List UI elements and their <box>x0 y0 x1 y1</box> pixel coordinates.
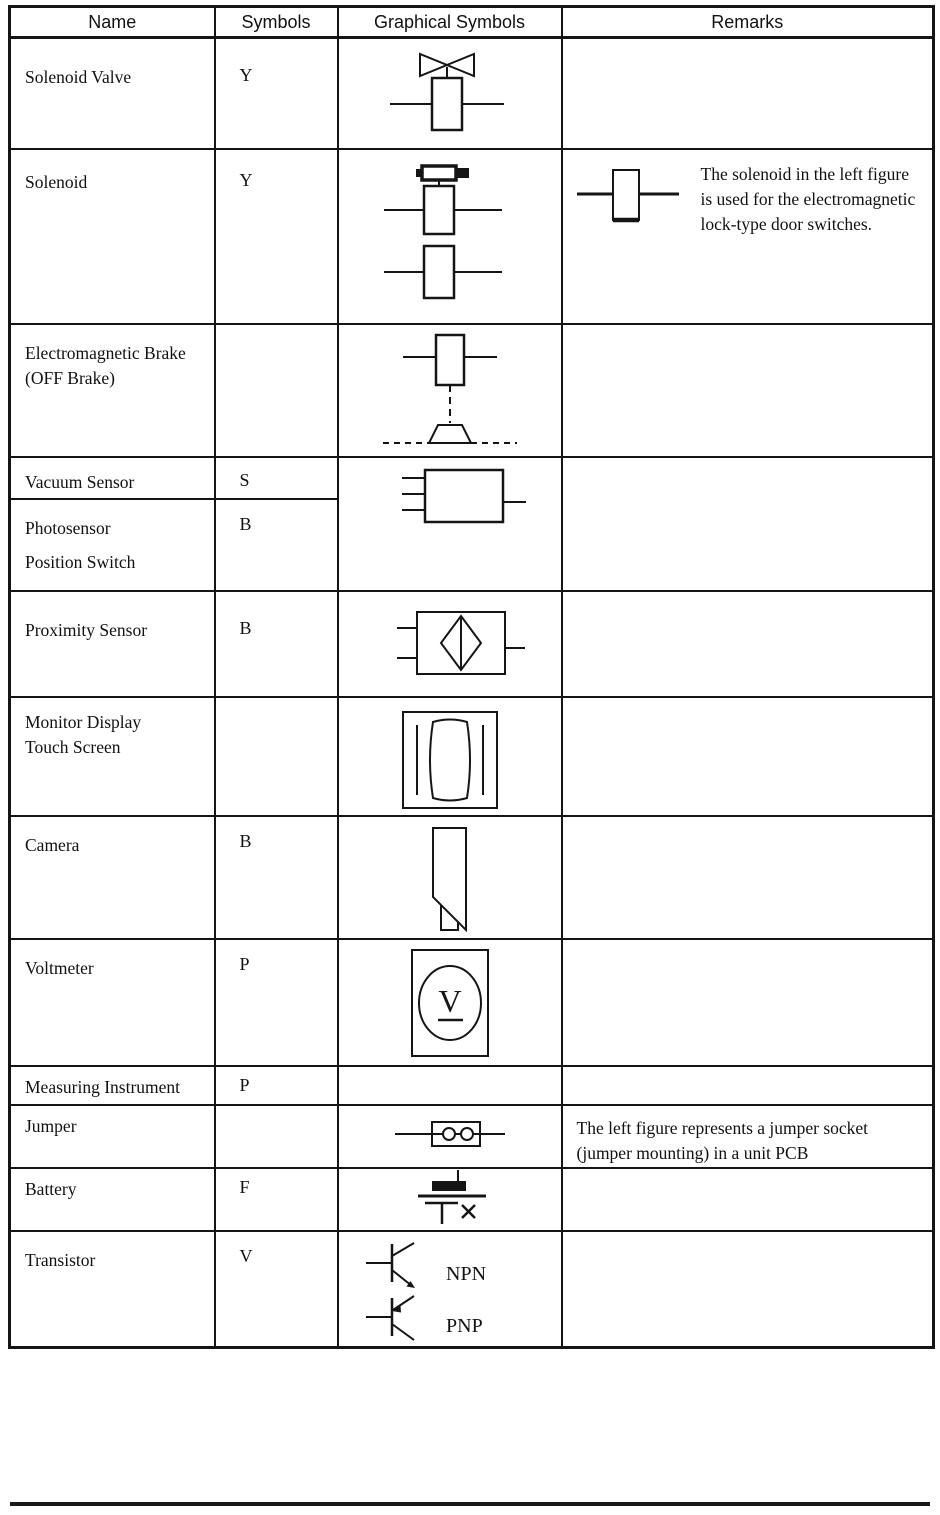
name-battery: Battery <box>10 1168 215 1231</box>
name-photosensor <box>10 499 215 591</box>
remarks-jumper <box>562 1105 934 1168</box>
symbol-letter-em-brake <box>215 324 338 457</box>
symbol-letter-photosensor: B <box>215 499 338 591</box>
graphic-cell-sensor-box <box>338 457 562 591</box>
pnp-transistor-symbol <box>362 1294 432 1346</box>
remarks-solenoid-valve <box>562 38 934 150</box>
name-voltmeter: Voltmeter <box>10 939 215 1066</box>
graphic-cell-solenoid <box>338 149 562 324</box>
name-transistor: Transistor <box>10 1231 215 1348</box>
name-em-brake: Electromagnetic Brake (OFF Brake) <box>10 324 215 457</box>
row-proximity-sensor <box>10 591 934 697</box>
graphic-cell-em-brake <box>338 324 562 457</box>
graphic-cell-voltmeter <box>338 939 562 1066</box>
name-solenoid: Solenoid <box>10 149 215 324</box>
name-vacuum-sensor: Vacuum Sensor <box>10 457 215 499</box>
header-row <box>10 7 934 38</box>
row-solenoid <box>10 149 934 324</box>
symbol-letter-solenoid-valve: Y <box>215 38 338 150</box>
name-measuring-instrument: Measuring Instrument <box>10 1066 215 1105</box>
row-measuring-instrument <box>10 1066 934 1105</box>
row-transistor <box>10 1231 934 1348</box>
remarks-em-brake <box>562 324 934 457</box>
graphic-cell-solenoid-valve <box>338 38 562 150</box>
name-camera: Camera <box>10 816 215 939</box>
sensor-box-symbol <box>370 464 530 536</box>
graphic-cell-transistor <box>338 1231 562 1348</box>
electromagnetic-brake-symbol <box>365 331 535 451</box>
solenoid-lock-symbol <box>573 166 683 228</box>
header-remarks: Remarks <box>562 7 934 38</box>
remark-text-jumper: The left figure represents a jumper socket (jumper mounting) in a unit PCB <box>576 1118 869 1163</box>
remarks-transistor <box>562 1231 934 1348</box>
name-monitor-line1: Monitor Display <box>25 712 142 732</box>
remarks-measuring-instrument <box>562 1066 934 1105</box>
solenoid-valve-symbol <box>375 51 525 143</box>
remarks-solenoid <box>562 149 934 324</box>
graphic-cell-monitor <box>338 697 562 816</box>
graphic-cell-measuring-instrument <box>338 1066 562 1105</box>
jumper-symbol <box>370 1112 530 1156</box>
graphic-cell-proximity <box>338 591 562 697</box>
monitor-touch-screen-symbol <box>385 710 515 810</box>
symbol-letter-voltmeter: P <box>215 939 338 1066</box>
header-name: Name <box>10 7 215 38</box>
symbol-letter-measuring-instrument: P <box>215 1066 338 1105</box>
voltmeter-symbol <box>390 948 510 1060</box>
symbol-letter-solenoid: Y <box>215 149 338 324</box>
name-jumper: Jumper <box>10 1105 215 1168</box>
proximity-sensor-symbol <box>365 604 535 688</box>
graphic-cell-battery <box>338 1168 562 1231</box>
remarks-monitor <box>562 697 934 816</box>
npn-transistor-symbol <box>362 1242 432 1294</box>
solenoid-symbol <box>370 162 530 312</box>
voltmeter-letter: V <box>437 983 462 1019</box>
header-graphical-symbols: Graphical Symbols <box>338 7 562 38</box>
row-jumper <box>10 1105 934 1168</box>
remarks-voltmeter <box>562 939 934 1066</box>
camera-symbol <box>405 825 495 933</box>
remarks-sensors <box>562 457 934 591</box>
battery-symbol <box>370 1169 530 1225</box>
graphic-cell-camera <box>338 816 562 939</box>
row-voltmeter <box>10 939 934 1066</box>
symbol-letter-jumper <box>215 1105 338 1168</box>
row-battery <box>10 1168 934 1231</box>
name-proximity-sensor: Proximity Sensor <box>10 591 215 697</box>
remarks-proximity <box>562 591 934 697</box>
symbol-letter-monitor <box>215 697 338 816</box>
symbol-table <box>8 5 935 1349</box>
symbol-letter-transistor: V <box>215 1231 338 1348</box>
npn-label: NPN <box>446 1263 487 1285</box>
name-solenoid-valve: Solenoid Valve <box>10 38 215 150</box>
name-photosensor-line2: Position Switch <box>25 551 136 572</box>
row-solenoid-valve <box>10 38 934 150</box>
name-monitor <box>10 697 215 816</box>
remarks-battery <box>562 1168 934 1231</box>
pnp-label: PNP <box>446 1315 483 1337</box>
symbol-letter-proximity-sensor: B <box>215 591 338 697</box>
page-bottom-rule <box>10 1502 930 1506</box>
row-em-brake <box>10 324 934 457</box>
symbol-letter-battery: F <box>215 1168 338 1231</box>
remarks-camera <box>562 816 934 939</box>
header-symbols: Symbols <box>215 7 338 38</box>
row-camera <box>10 816 934 939</box>
remark-text-solenoid: The solenoid in the left figure is used for the electromagnetic lock-type door switches. <box>700 164 916 234</box>
name-monitor-line2: Touch Screen <box>25 736 121 757</box>
row-vacuum-sensor <box>10 457 934 499</box>
name-photosensor-line1: Photosensor <box>25 518 111 538</box>
row-monitor <box>10 697 934 816</box>
graphic-cell-jumper <box>338 1105 562 1168</box>
symbol-letter-camera: B <box>215 816 338 939</box>
symbol-letter-vacuum-sensor: S <box>215 457 338 499</box>
